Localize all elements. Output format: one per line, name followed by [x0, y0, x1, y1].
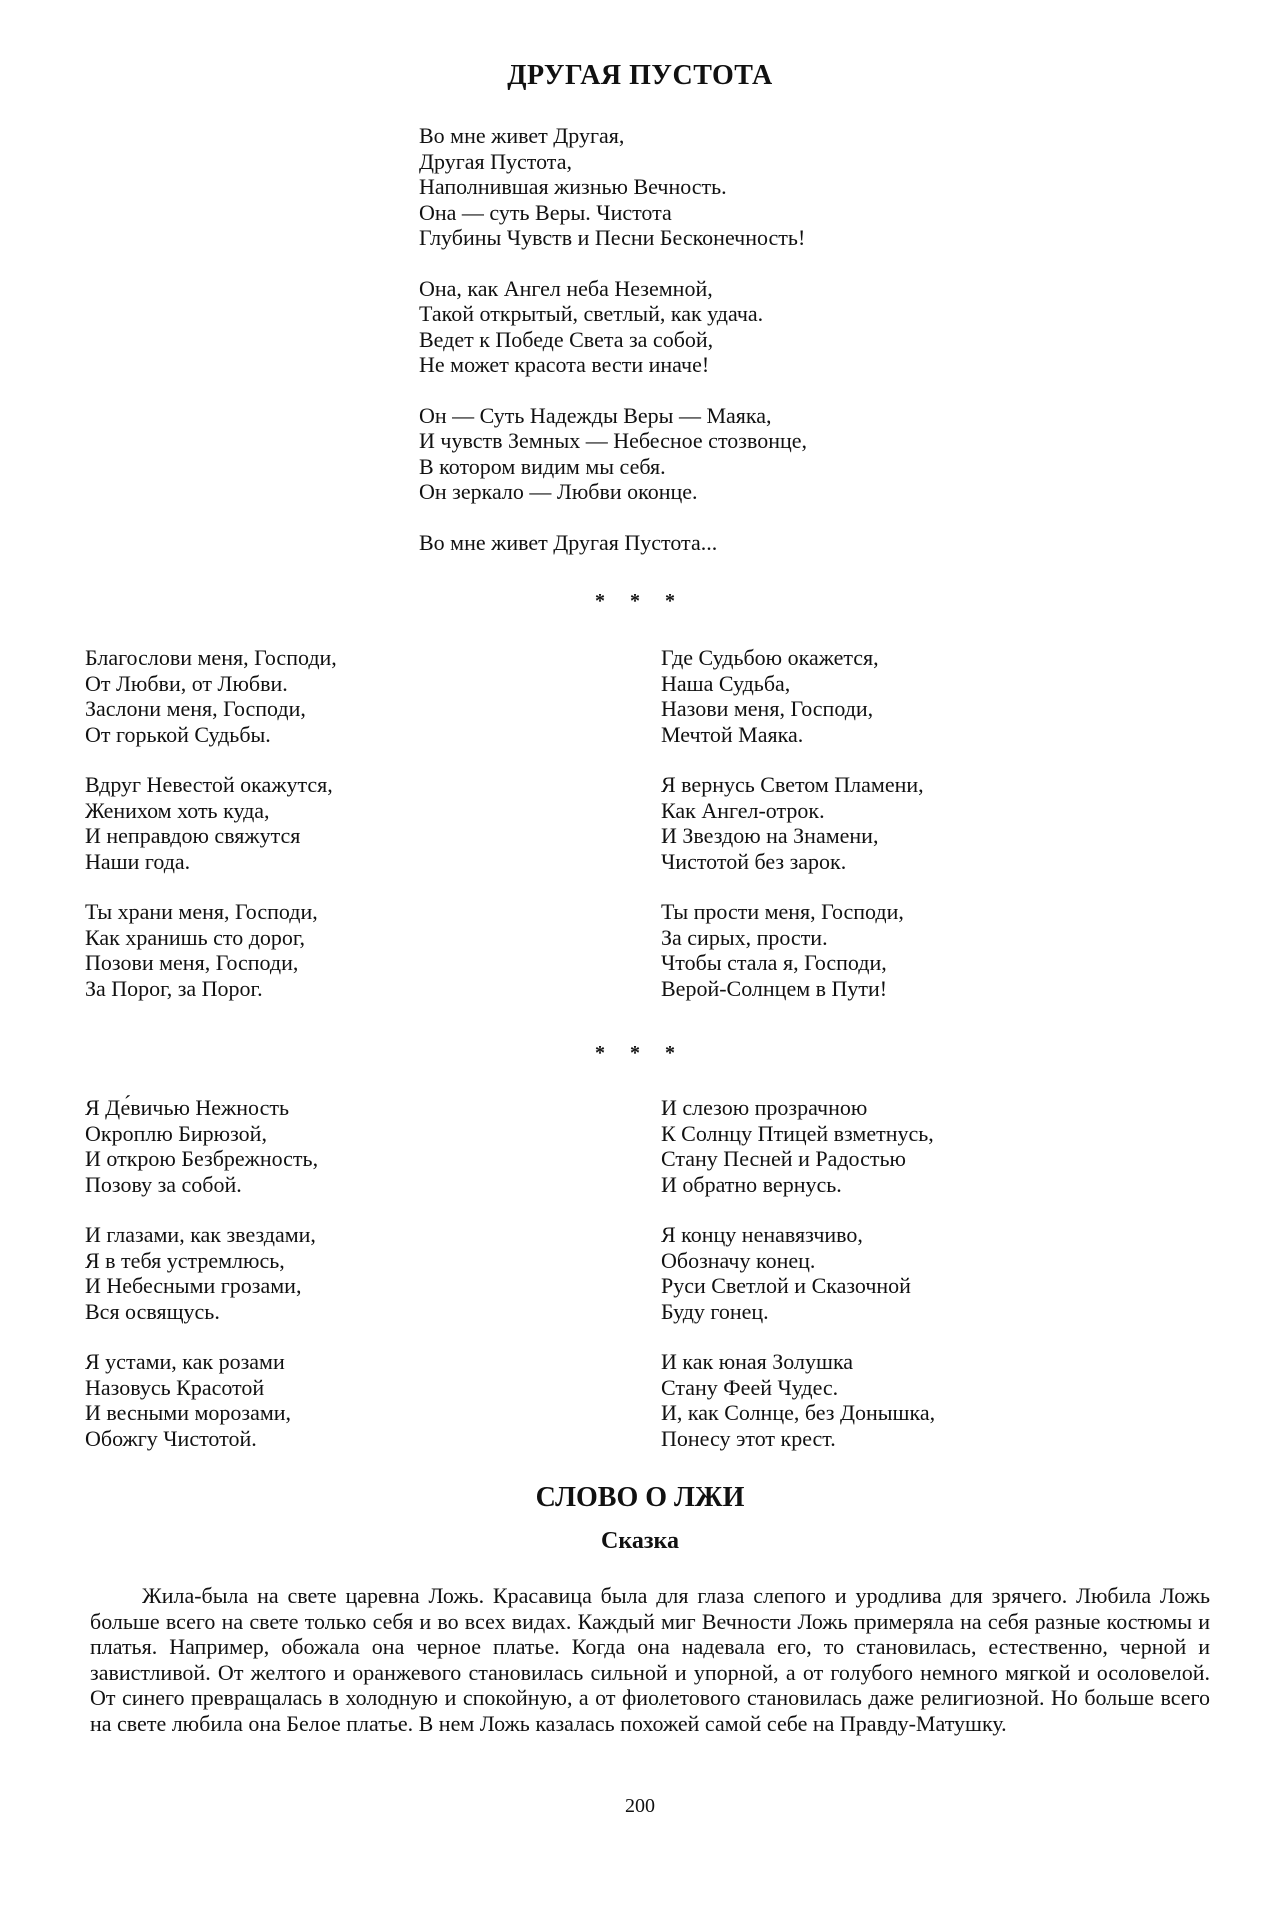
poem-line: И чувств Земных — Небесное стозвонце,: [419, 428, 808, 453]
poem-line: Буду гонец.: [661, 1298, 769, 1324]
poem-line: Я в тебя устремлюсь,: [85, 1247, 285, 1273]
poem-line: Позову за собой.: [85, 1171, 242, 1197]
poem-left-column: [85, 1095, 318, 1476]
poem-line: Ты храни меня, Господи,: [85, 899, 318, 924]
poem-line: Назови меня, Господи,: [661, 696, 874, 721]
poem-line: И, как Солнце, без Донышка,: [661, 1400, 936, 1425]
stanza: [85, 772, 337, 874]
poem-line: Мечтой Маяка.: [661, 721, 804, 747]
poem-line: И открою Безбрежность,: [85, 1146, 319, 1171]
poem-line: За Порог, за Порог.: [85, 975, 263, 1001]
tale-title: СЛОВО О ЛЖИ: [535, 1482, 745, 1513]
tale-subtitle: Сказка: [601, 1528, 679, 1554]
poem-right-column: [661, 1095, 935, 1476]
poem-line: Благослови меня, Господи,: [85, 645, 337, 670]
poem-line: Стану Песней и Радостью: [661, 1146, 906, 1171]
poem-line: Назовусь Красотой: [85, 1374, 265, 1400]
poem-line: Я концу ненавязчиво,: [661, 1222, 863, 1247]
poem-line: Позови меня, Господи,: [85, 950, 299, 975]
poem-line: К Солнцу Птицей взметнусь,: [661, 1120, 934, 1146]
poem-line: Обозначу конец.: [661, 1247, 816, 1273]
poem-line: В котором видим мы себя.: [419, 453, 666, 479]
stanza: [419, 403, 807, 505]
stanza: [661, 772, 924, 874]
stanza: [85, 645, 337, 747]
poem-line: Вдруг Невестой окажутся,: [85, 772, 333, 797]
poem-left-column: [85, 645, 337, 1026]
poem-line: Верой-Солнцем в Пути!: [661, 975, 888, 1001]
poem-line: Я Де́вичью Нежность: [85, 1095, 289, 1120]
stanza: [661, 1349, 935, 1451]
page-number: 200: [625, 1795, 655, 1817]
poem-line: Другая Пустота,: [419, 148, 572, 174]
poem-line: Руси Светлой и Сказочной: [661, 1273, 911, 1298]
stanza: [419, 276, 807, 378]
poem-title: ДРУГАЯ ПУСТОТА: [507, 60, 773, 91]
poem-line: Он зеркало — Любви оконце.: [419, 479, 698, 504]
poem-line: Я вернусь Светом Пламени,: [661, 772, 924, 797]
poem-line: Во мне живет Другая Пустота...: [419, 529, 718, 555]
poem-line: Не может красота вести иначе!: [419, 352, 710, 377]
poem-line: Чистотой без зарок.: [661, 848, 847, 874]
stanza: [661, 1222, 935, 1324]
poem-line: За сирых, прости.: [661, 924, 828, 950]
section-separator: * * *: [595, 1042, 685, 1064]
poem-line: Наполнившая жизнью Вечность.: [419, 174, 727, 199]
poem-line: Во мне живет Другая,: [419, 123, 625, 148]
poem-line: Она, как Ангел неба Неземной,: [419, 275, 713, 301]
poem-block: [419, 123, 807, 580]
poem-right-column: [661, 645, 924, 1026]
poem-line: Она — суть Веры. Чистота: [419, 199, 672, 225]
poem-line: Чтобы стала я, Господи,: [661, 950, 887, 975]
poem-line: Глубины Чувств и Песни Бесконечность!: [419, 225, 806, 250]
poem-line: Как Ангел-отрок.: [661, 797, 825, 823]
poem-line: Как хранишь сто дорог,: [85, 924, 305, 950]
poem-line: И как юная Золушка: [661, 1349, 854, 1374]
poem-line: Он — Суть Надежды Веры — Маяка,: [419, 402, 772, 428]
stanza: [661, 899, 924, 1001]
poem-line: И неправдою свяжутся: [85, 823, 301, 848]
stanza: [85, 1222, 318, 1324]
poem-line: И весными морозами,: [85, 1400, 292, 1425]
poem-line: От Любви, от Любви.: [85, 670, 288, 696]
poem-line: И Звездою на Знамени,: [661, 823, 879, 848]
poem-line: Женихом хоть куда,: [85, 797, 270, 823]
poem-line: Наша Судьба,: [661, 670, 791, 696]
poem-line: Обожгу Чистотой.: [85, 1425, 257, 1451]
stanza: [661, 645, 924, 747]
section-separator: * * *: [595, 590, 685, 612]
stanza: [419, 530, 807, 556]
poem-line: Ты прости меня, Господи,: [661, 899, 904, 924]
poem-line: И слезою прозрачною: [661, 1095, 868, 1120]
poem-line: Заслони меня, Господи,: [85, 696, 306, 721]
poem-line: Вся освящусь.: [85, 1298, 220, 1324]
stanza: [85, 899, 337, 1001]
poem-line: И Небесными грозами,: [85, 1273, 302, 1298]
stanza: [661, 1095, 935, 1197]
poem-line: Стану Феей Чудес.: [661, 1374, 839, 1400]
tale-paragraph: Жила-была на свете царевна Ложь. Красавица была для глаза слепого и уродлива для зрячего. Любила Ложь больше всего на свете только себя и во всех видах. Каждый миг Вечности Ложь примеряла на себя разные костюмы и платья. Например, обожала она черное платье. Когда она надевала его, то становилась, естественно, черной и завистливой. От желтого и оранжевого становилась сильной и упорной, а от голубого немного мягкой и осоловелой. От синего превращалась в холодную и спокойную, а от фиолетового становилась даже религиозной. Но больше всего на свете любила она Белое платье. В нем Ложь казалась похожей самой себе на Правду-Матушку.: [90, 1583, 1210, 1736]
poem-line: Понесу этот крест.: [661, 1425, 836, 1451]
poem-line: От горькой Судьбы.: [85, 721, 271, 747]
poem-line: Ведет к Победе Света за собой,: [419, 326, 714, 352]
stanza: [85, 1095, 318, 1197]
poem-line: Я устами, как розами: [85, 1349, 285, 1374]
poem-line: И обратно вернусь.: [661, 1171, 842, 1197]
poem-line: И глазами, как звездами,: [85, 1222, 316, 1247]
stanza: [85, 1349, 318, 1451]
poem-line: Наши года.: [85, 848, 191, 874]
poem-line: Окроплю Бирюзой,: [85, 1120, 267, 1146]
poem-line: Где Судьбою окажется,: [661, 645, 879, 670]
poem-line: Такой открытый, светлый, как удача.: [419, 301, 764, 326]
stanza: [419, 123, 807, 251]
